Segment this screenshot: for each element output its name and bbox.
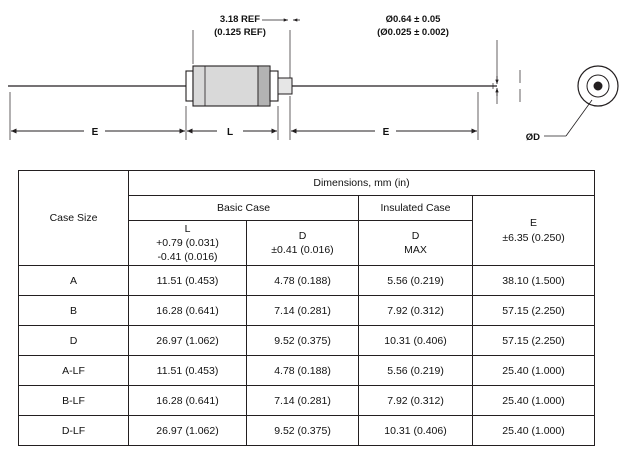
table-header-dimensions-title: Dimensions, mm (in) <box>129 171 595 196</box>
end-view-lead-circle <box>594 82 602 90</box>
dimensions-table <box>18 170 595 446</box>
dim-ref-line2: (0.125 REF) <box>214 27 266 38</box>
dim-ref-line1: 3.18 REF <box>219 14 261 25</box>
e-value: 25.40 (1.000) <box>473 416 595 446</box>
component-outline-drawing <box>0 0 630 160</box>
d-basic-value: 9.52 (0.375) <box>247 326 359 356</box>
case-size-value: A-LF <box>19 356 129 386</box>
table-header-l-name: L <box>184 222 191 235</box>
table-header-e-name: E <box>530 217 538 230</box>
table-header-case-size: Case Size <box>19 171 129 266</box>
table-header-l-tolerance-minus: -0.41 (0.016) <box>157 251 218 264</box>
table-row <box>19 296 595 326</box>
l-value: 11.51 (0.453) <box>129 266 247 296</box>
d-insulated-value: 5.56 (0.219) <box>359 266 473 296</box>
label-e-right: E <box>382 127 390 138</box>
d-insulated-value: 10.31 (0.406) <box>359 326 473 356</box>
l-value: 16.28 (0.641) <box>129 296 247 326</box>
table-header-d-insulated <box>359 221 473 266</box>
l-value: 11.51 (0.453) <box>129 356 247 386</box>
table-header-d-insulated-max: MAX <box>404 244 427 256</box>
l-value: 26.97 (1.062) <box>129 416 247 446</box>
e-value: 25.40 (1.000) <box>473 356 595 386</box>
table-row <box>19 326 595 356</box>
table-header-d-basic-name: D <box>298 229 307 242</box>
table-header-e <box>473 196 595 266</box>
d-basic-value: 9.52 (0.375) <box>247 416 359 446</box>
table-row <box>19 266 595 296</box>
d-basic-value: 4.78 (0.188) <box>247 266 359 296</box>
e-value: 38.10 (1.500) <box>473 266 595 296</box>
table-header-d-insulated-name: D <box>411 229 420 242</box>
table-header-d-basic-tolerance: ±0.41 (0.016) <box>271 244 334 256</box>
d-basic-value: 7.14 (0.281) <box>247 296 359 326</box>
table-header-l <box>129 221 247 266</box>
table-row <box>19 356 595 386</box>
d-basic-value: 4.78 (0.188) <box>247 356 359 386</box>
table-row <box>19 416 595 446</box>
d-insulated-value: 7.92 (0.312) <box>359 296 473 326</box>
table-row <box>19 386 595 416</box>
table-header-insulated-case: Insulated Case <box>359 196 473 221</box>
case-size-value: B-LF <box>19 386 129 416</box>
table-header-e-tolerance: ±6.35 (0.250) <box>502 231 565 244</box>
table-header-basic-case: Basic Case <box>129 196 359 221</box>
label-l: L <box>226 127 234 138</box>
case-size-value: A <box>19 266 129 296</box>
d-basic-value: 7.14 (0.281) <box>247 386 359 416</box>
d-insulated-value: 10.31 (0.406) <box>359 416 473 446</box>
e-value: 25.40 (1.000) <box>473 386 595 416</box>
dim-lead-diameter-line2: (Ø0.025 ± 0.002) <box>377 27 449 38</box>
e-value: 57.15 (2.250) <box>473 326 595 356</box>
l-value: 26.97 (1.062) <box>129 326 247 356</box>
case-size-value: B <box>19 296 129 326</box>
label-e-left: E <box>91 127 99 138</box>
d-insulated-value: 7.92 (0.312) <box>359 386 473 416</box>
dimensions-table-body <box>19 266 595 446</box>
l-value: 16.28 (0.641) <box>129 386 247 416</box>
e-value: 57.15 (2.250) <box>473 296 595 326</box>
d-insulated-value: 5.56 (0.219) <box>359 356 473 386</box>
dim-lead-diameter-line1: Ø0.64 ± 0.05 <box>385 14 441 25</box>
label-od: ØD <box>525 132 540 143</box>
table-header-l-tolerance-plus: +0.79 (0.031) <box>156 236 219 249</box>
dimensions-table-wrapper <box>18 170 594 446</box>
case-size-value: D-LF <box>19 416 129 446</box>
table-header-d-basic <box>247 221 359 266</box>
case-size-value: D <box>19 326 129 356</box>
